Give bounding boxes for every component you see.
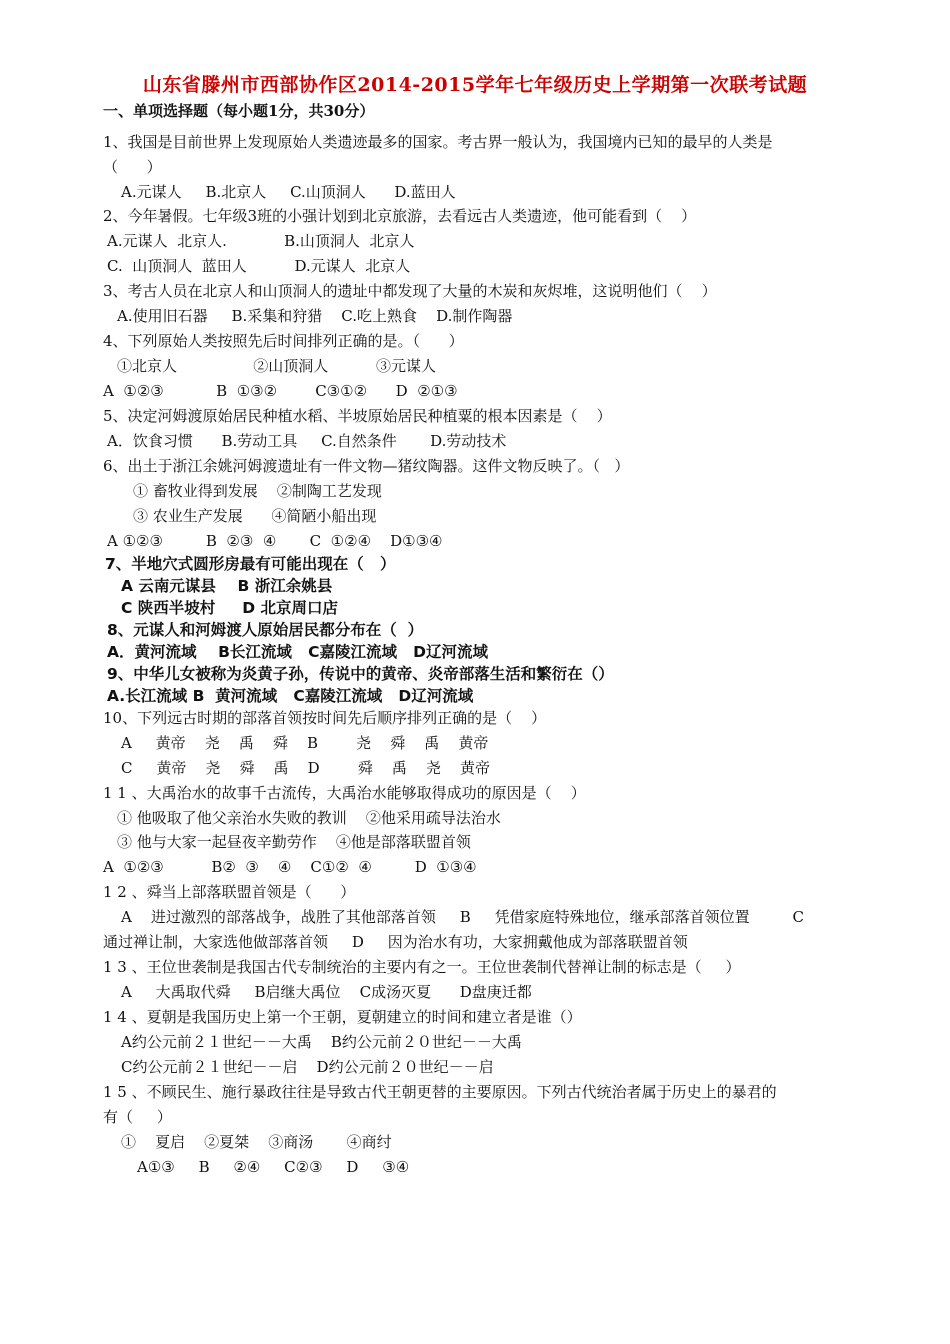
question-line: 6、出土于浙江余姚河姆渡遗址有一件文物—猪纹陶器。这件文物反映了。（ ） [103,457,630,475]
question-line: 通过禅让制，大家选他做部落首领 D 因为治水有功，大家拥戴他成为部落联盟首领 [103,933,688,951]
question-line: （ ） [103,158,162,176]
question-line: 8、元谋人和河姆渡人原始居民都分布在（ ） [107,621,424,639]
question-line: 1、我国是目前世界上发现原始人类遗迹最多的国家。考古界一般认为，我国境内已知的最早的人类是 [103,133,773,151]
question-line: A 进过激烈的部落战争，战胜了其他部落首领 B 凭借家庭特殊地位，继承部落首领位置 C [121,908,805,926]
question-line: ① 畜牧业得到发展 ②制陶工艺发现 [133,482,382,500]
question-line: ③ 他与大家一起昼夜辛勤劳作 ④他是部落联盟首领 [117,833,471,851]
question-line: 10、下列远古时期的部落首领按时间先后顺序排列正确的是（ ） [103,709,547,727]
question-line: C 黄帝 尧 舜 禹 D 舜 禹 尧 黄帝 [121,759,490,777]
question-line: A 黄帝 尧 禹 舜 B 尧 舜 禹 黄帝 [121,734,489,752]
question-line: A ①②③ B ②③ ④ C ①②④ D①③④ [107,532,443,550]
question-line: ③ 农业生产发展 ④简陋小船出现 [133,507,377,525]
question-line: A.长江流域 B 黄河流域 C嘉陵江流域 D辽河流域 [107,687,474,705]
question-line: ① 夏启 ②夏桀 ③商汤 ④商纣 [121,1133,392,1151]
question-line: A．黄河流域 B长江流域 C嘉陵江流域 D辽河流域 [107,643,489,661]
question-line: ① 他吸取了他父亲治水失败的教训 ②他采用疏导法治水 [117,809,501,827]
question-line: 2、今年暑假。七年级3班的小强计划到北京旅游，去看远古人类遗迹，他可能看到（ ） [103,207,697,225]
question-line: 1 4 、夏朝是我国历史上第一个王朝，夏朝建立的时间和建立者是谁（） [103,1008,582,1026]
question-line: ①北京人 ②山顶洞人 ③元谋人 [117,357,436,375]
question-line: 3、考古人员在北京人和山顶洞人的遗址中都发现了大量的木炭和灰烬堆，这说明他们（ ） [103,282,717,300]
question-line: A 云南元谋县 B 浙江余姚县 [121,577,333,595]
question-line: A.元谋人 B.北京人 C.山顶洞人 D.蓝田人 [121,183,456,201]
question-line: A约公元前２１世纪－－大禹 B约公元前２０世纪－－大禹 [121,1033,522,1051]
section-heading: 一、单项选择题（每小题1分，共30分） [103,102,375,120]
question-line: 1 2 、舜当上部落联盟首领是（ ） [103,883,356,901]
question-line: C约公元前２１世纪－－启 D约公元前２０世纪－－启 [121,1058,494,1076]
question-line: 1 3 、王位世袭制是我国古代专制统治的主要内有之一。王位世袭制代替禅让制的标志是（ ） [103,958,741,976]
question-line: A．饮食习惯 B.劳动工具 C.自然条件 D.劳动技术 [107,432,507,450]
document-title: 山东省滕州市西部协作区2014-2015学年七年级历史上学期第一次联考试题 [142,74,808,96]
question-line: 5、决定河姆渡原始居民种植水稻、半坡原始居民种植粟的根本因素是（ ） [103,407,612,425]
question-line: 4、下列原始人类按照先后时间排列正确的是。（ ） [103,332,464,350]
question-line: 1 1 、大禹治水的故事千古流传，大禹治水能够取得成功的原因是（ ） [103,784,586,802]
question-line: C 陕西半坡村 D 北京周口店 [121,599,339,617]
question-line: 1 5 、不顾民生、施行暴政往往是导致古代王朝更替的主要原因。下列古代统治者属于历史上的暴君的 [103,1083,777,1101]
question-line: A ①②③ B ①③② C③①② D ②①③ [103,382,458,400]
question-line: A ①②③ B② ③ ④ C①② ④ D ①③④ [103,858,477,876]
question-line: A.使用旧石器 B.采集和狩猎 C.吃上熟食 D.制作陶器 [117,307,513,325]
question-line: 9、中华儿女被称为炎黄子孙，传说中的黄帝、炎帝部落生活和繁衍在（） [107,665,614,683]
question-line: 7、半地穴式圆形房最有可能出现在（ ） [105,555,396,573]
question-line: C. 山顶洞人 蓝田人 D.元谋人 北京人 [107,257,411,275]
question-line: 有（ ） [103,1108,172,1126]
question-line: A.元谋人 北京人. B.山顶洞人 北京人 [107,232,415,250]
question-line: A①③ B ②④ C②③ D ③④ [137,1158,410,1176]
question-line: A 大禹取代舜 B启继大禹位 C成汤灭夏 D盘庚迁都 [121,983,532,1001]
